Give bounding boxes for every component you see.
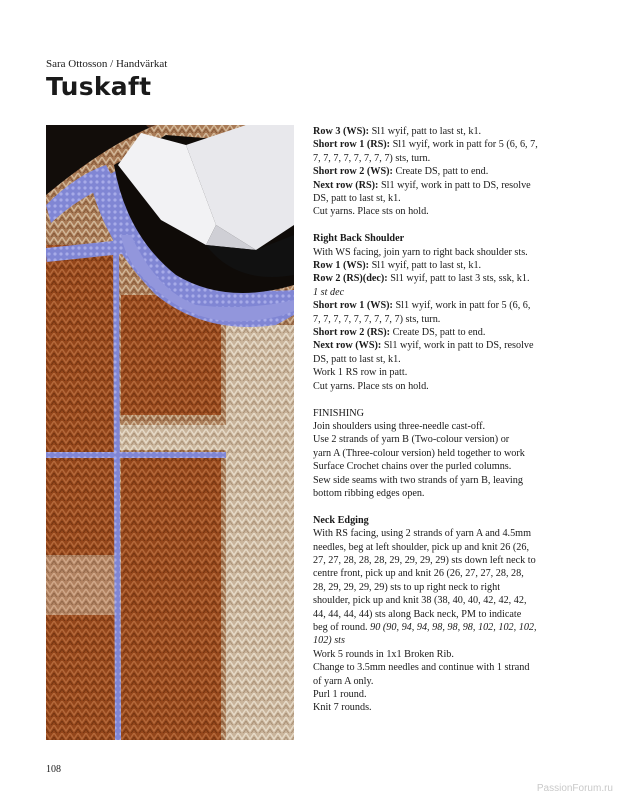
text-line: Knit 7 rounds. bbox=[313, 702, 372, 714]
text-line: 7, 7, 7, 7, 7, 7, 7, 7, 7) sts, turn. bbox=[313, 313, 441, 325]
text-line: DS, patt to last st, k1. bbox=[313, 353, 401, 365]
watermark: PassionForum.ru bbox=[536, 783, 613, 794]
text-line: Short row 1 (RS): Sl1 wyif, work in patt for 5 (6, 6, 7, bbox=[313, 139, 538, 151]
text-line: Row 3 (WS): Sl1 wyif, patt to last st, k1. bbox=[313, 126, 482, 137]
text-line: Change to 3.5mm needles and continue with 1 strand bbox=[313, 662, 530, 674]
sweater-photo bbox=[46, 125, 294, 740]
text-line: With WS facing, join yarn to right back shoulder sts. bbox=[313, 246, 528, 258]
text-line: Short row 2 (WS): Create DS, patt to end. bbox=[313, 166, 489, 178]
text-line: Short row 1 (WS): Sl1 wyif, work in patt for 5 (6, 6, bbox=[313, 300, 531, 312]
text-line: Short row 2 (RS): Create DS, patt to end. bbox=[313, 327, 486, 339]
text-line: 7, 7, 7, 7, 7, 7, 7, 7) sts, turn. bbox=[313, 152, 431, 164]
text-line: Surface Crochet chains over the purled columns. bbox=[313, 461, 512, 473]
pattern-title: Tuskaft bbox=[46, 72, 152, 101]
pattern-instructions bbox=[313, 125, 585, 715]
text-line: bottom ribbing edges open. bbox=[313, 487, 425, 499]
text-line: 28, 29, 29, 29, 29) sts to up right neck to right bbox=[313, 581, 501, 593]
text-line: Join shoulders using three-needle cast-off. bbox=[313, 420, 486, 432]
text-line: DS, patt to last st, k1. bbox=[313, 193, 401, 205]
text-line: of yarn A only. bbox=[313, 675, 374, 687]
text-line: Work 5 rounds in 1x1 Broken Rib. bbox=[313, 648, 454, 660]
text-line: Cut yarns. Place sts on hold. bbox=[313, 206, 429, 218]
text-line: yarn A (Three-colour version) held together to work bbox=[313, 447, 525, 459]
text-line: Use 2 strands of yarn B (Two-colour version) or bbox=[313, 434, 510, 446]
text-line: Row 2 (RS)(dec): Sl1 wyif, patt to last 3 sts, ssk, k1. bbox=[313, 273, 530, 285]
text-line: needles, beg at left shoulder, pick up and knit 26 (26, bbox=[313, 541, 530, 553]
text-line: With RS facing, using 2 strands of yarn A and 4.5mm bbox=[313, 528, 532, 540]
text-line: Work 1 RS row in patt. bbox=[313, 367, 408, 379]
page-number: 108 bbox=[46, 764, 61, 775]
section-heading-right-back-shoulder: Right Back Shoulder bbox=[313, 233, 405, 245]
text-line: 1 st dec bbox=[313, 286, 345, 298]
text-line: Next row (WS): Sl1 wyif, work in patt to DS, resolve bbox=[313, 340, 534, 352]
text-line: centre front, pick up and knit 26 (26, 27, 27, 28, 28, bbox=[313, 568, 524, 580]
text-line: shoulder, pick up and knit 38 (38, 40, 40, 42, 42, 42, bbox=[313, 595, 527, 607]
text-line: 102) sts bbox=[313, 635, 345, 647]
section-heading-neck-edging: Neck Edging bbox=[313, 514, 369, 526]
text-line: beg of round. 90 (90, 94, 94, 98, 98, 98, 102, 102, 102, bbox=[313, 621, 537, 633]
text-line: 27, 27, 28, 28, 28, 29, 29, 29, 29) sts down left neck to bbox=[313, 554, 536, 566]
author-credit: Sara Ottosson / Handvärkat bbox=[46, 58, 168, 70]
text-line: 44, 44, 44, 44) sts along Back neck, PM to indicate bbox=[313, 608, 522, 620]
text-line: Row 1 (WS): Sl1 wyif, patt to last st, k1. bbox=[313, 260, 482, 272]
text-line: Cut yarns. Place sts on hold. bbox=[313, 380, 429, 392]
text-line: Next row (RS): Sl1 wyif, work in patt to DS, resolve bbox=[313, 179, 531, 191]
section-heading-finishing: FINISHING bbox=[313, 407, 364, 419]
text-line: Sew side seams with two strands of yarn B, leaving bbox=[313, 474, 523, 486]
sweater-illustration bbox=[46, 125, 294, 740]
text-line: Purl 1 round. bbox=[313, 689, 367, 701]
